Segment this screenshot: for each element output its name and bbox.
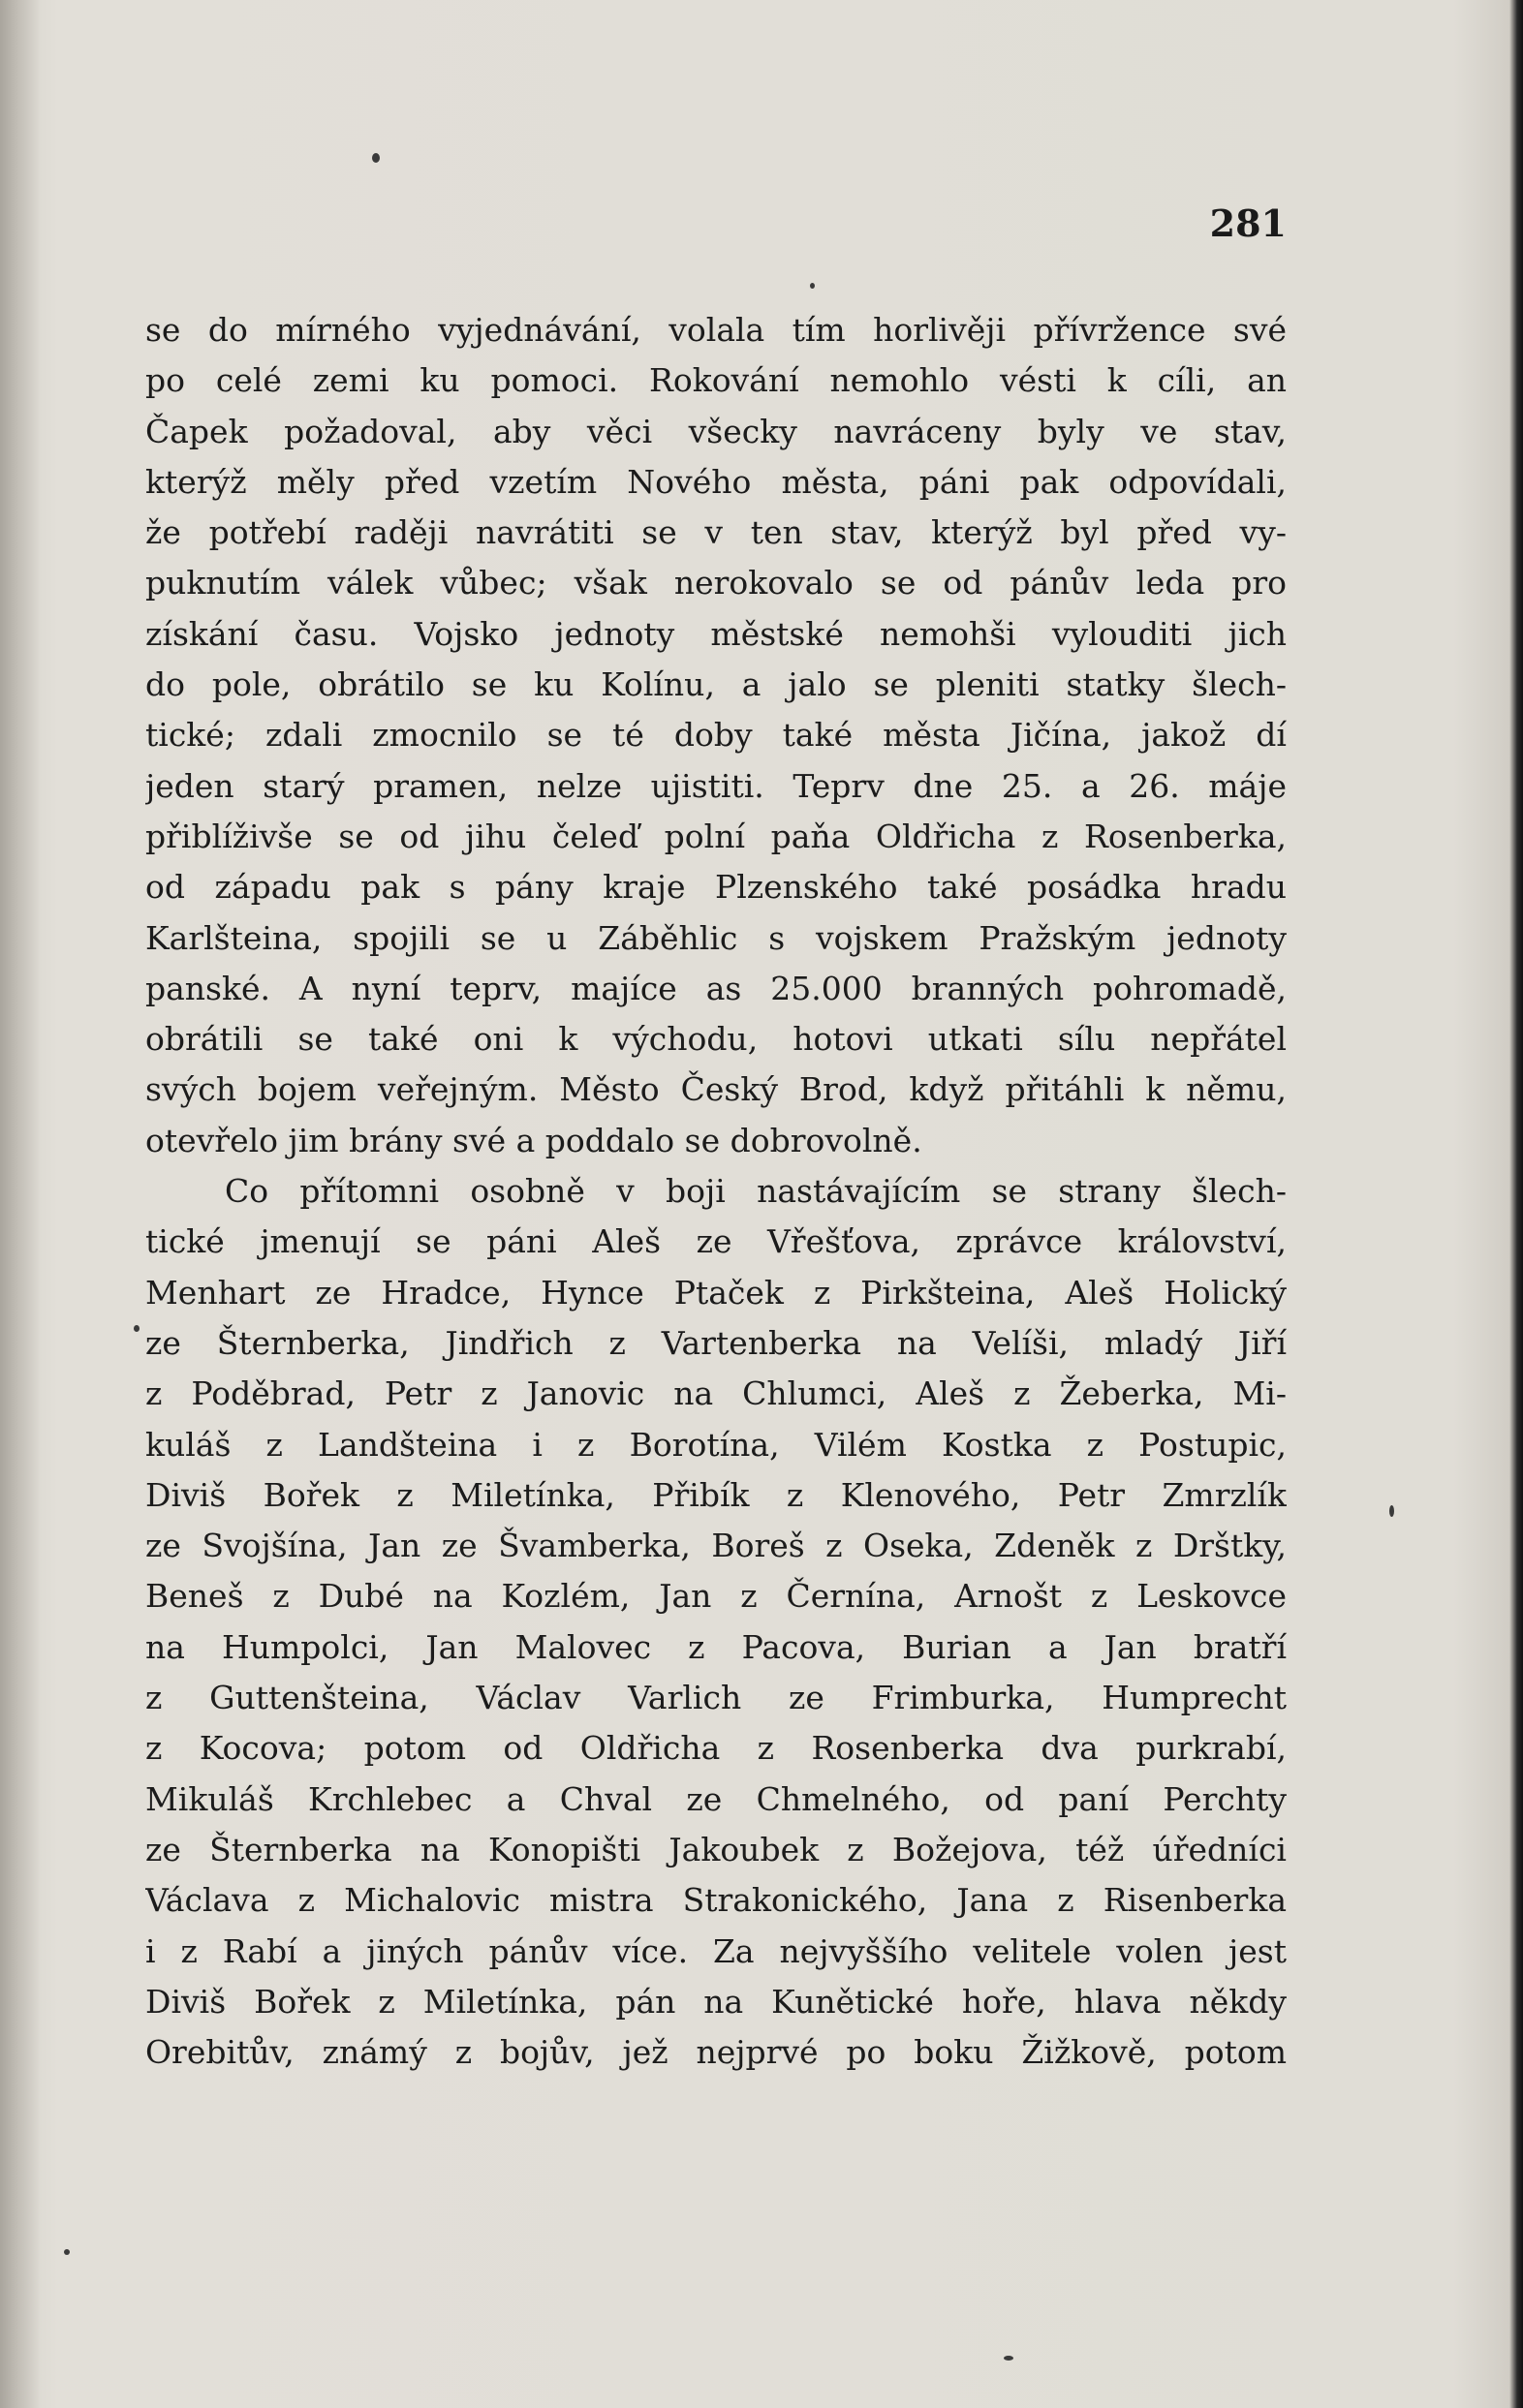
text-line: do pole, obrátilo se ku Kolínu, a jalo se pleniti statky šlech- <box>145 665 1287 704</box>
text-line: Václava z Michalovic mistra Strakonického, Jana z Risenberka <box>145 1881 1287 1920</box>
print-speck <box>64 2249 70 2255</box>
book-spine-shadow <box>0 0 41 2408</box>
text-line: Beneš z Dubé na Kozlém, Jan z Černína, Arnošt z Leskovce <box>145 1577 1287 1616</box>
text-line: na Humpolci, Jan Malovec z Pacova, Burian a Jan bratří <box>145 1627 1287 1666</box>
text-line: po celé zemi ku pomoci. Rokování nemohlo vésti k cíli, an <box>145 361 1287 400</box>
text-line: z Kocova; potom od Oldřicha z Rosenberka dva purkrabí, <box>145 1729 1287 1768</box>
text-line: že potřebí raději navrátiti se v ten stav, kterýž byl před vy- <box>145 513 1287 552</box>
text-line: Orebitův, známý z bojův, jež nejprvé po boku Žižkově, potom <box>145 2033 1287 2072</box>
text-line: Čapek požadoval, aby věci všecky navráceny byly ve stav, <box>145 412 1287 450</box>
text-line: přiblíživše se od jihu čeleď polní paňa Oldřicha z Rosenberka, <box>145 817 1287 855</box>
text-line: otevřelo jim brány své a poddalo se dobrovolně. <box>145 1121 922 1159</box>
text-line: i z Rabí a jiných pánův více. Za nejvyššího velitele volen jest <box>145 1931 1287 1970</box>
text-line: obrátili se také oni k východu, hotovi utkati sílu nepřátel <box>145 1020 1287 1059</box>
print-speck <box>1004 2356 1013 2361</box>
text-line: Diviš Bořek z Miletínka, pán na Kunětické hoře, hlava někdy <box>145 1982 1287 2021</box>
text-line: tické jmenují se páni Aleš ze Vřešťova, zprávce království, <box>145 1222 1287 1261</box>
text-line: Co přítomni osobně v boji nastávajícím se strany šlech- <box>225 1172 1287 1211</box>
page-number: 281 <box>1209 201 1287 245</box>
text-line: Menhart ze Hradce, Hynce Ptaček z Pirkšteina, Aleš Holický <box>145 1273 1287 1312</box>
text-line: puknutím válek vůbec; však nerokovalo se od pánův leda pro <box>145 564 1287 602</box>
text-line: získání času. Vojsko jednoty městské nemohši vylouditi jich <box>145 614 1287 653</box>
text-line: z Poděbrad, Petr z Janovic na Chlumci, Aleš z Žeberka, Mi- <box>145 1374 1287 1413</box>
text-line: z Guttenšteina, Václav Varlich ze Frimburka, Humprecht <box>145 1679 1287 1717</box>
text-line: od západu pak s pány kraje Plzenského také posádka hradu <box>145 868 1287 907</box>
text-line: Diviš Bořek z Miletínka, Přibík z Klenového, Petr Zmrzlík <box>145 1475 1287 1514</box>
text-line: Karlšteina, spojili se u Záběhlic s vojskem Pražským jednoty <box>145 918 1287 957</box>
text-line: ze Svojšína, Jan ze Švamberka, Boreš z Oseka, Zdeněk z Drštky, <box>145 1527 1287 1565</box>
print-speck <box>810 283 815 289</box>
paragraph <box>145 1166 1287 2078</box>
text-line: tické; zdali zmocnilo se té doby také města Jičína, jakož dí <box>145 716 1287 755</box>
text-line: jeden starý pramen, nelze ujistiti. Teprv dne 25. a 26. máje <box>145 766 1287 805</box>
text-line: Mikuláš Krchlebec a Chval ze Chmelného, od paní Perchty <box>145 1779 1287 1818</box>
text-line: panské. A nyní teprv, majíce as 25.000 branných pohromadě, <box>145 969 1287 1007</box>
print-speck <box>372 153 380 163</box>
text-line: ze Šternberka na Konopišti Jakoubek z Božejova, též úředníci <box>145 1830 1287 1868</box>
text-line: kterýž měly před vzetím Nového města, páni pak odpovídali, <box>145 462 1287 501</box>
text-line: svých bojem veřejným. Město Český Brod, když přitáhli k němu, <box>145 1070 1287 1109</box>
text-line: se do mírného vyjednávání, volala tím horlivěji přívržence své <box>145 311 1287 349</box>
body-text <box>145 305 1287 2078</box>
print-speck <box>134 1325 140 1332</box>
print-speck <box>1389 1505 1394 1517</box>
text-line: ze Šternberka, Jindřich z Vartenberka na Velíši, mladý Jiří <box>145 1323 1287 1362</box>
page-edge-shadow <box>1509 0 1523 2408</box>
text-line: kuláš z Landšteina i z Borotína, Vilém Kostka z Postupic, <box>145 1425 1287 1464</box>
paragraph <box>145 305 1287 1166</box>
